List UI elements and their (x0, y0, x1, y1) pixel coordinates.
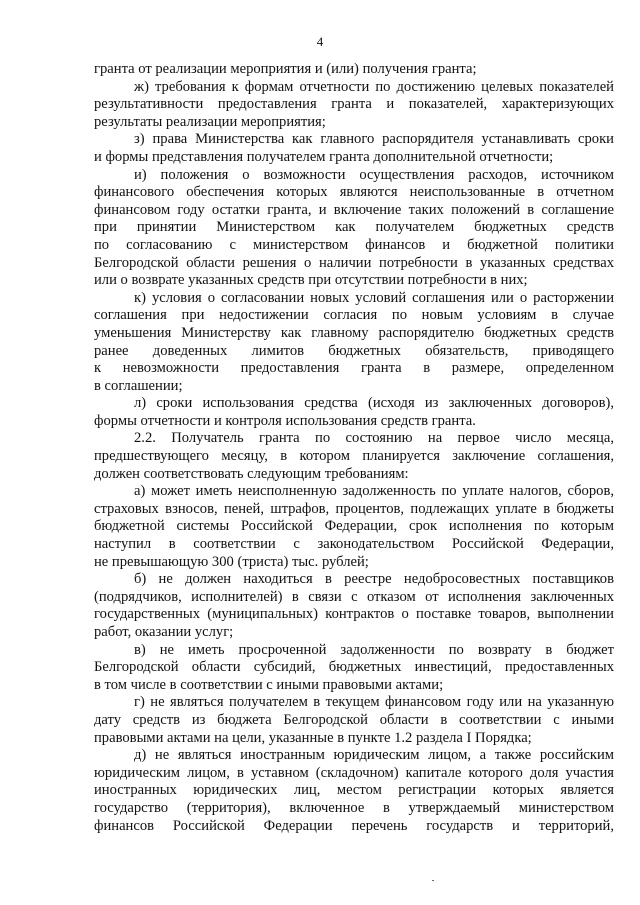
text-line: з) права Министерства как главного распорядителя устанавливать сроки (134, 131, 614, 148)
text-line: к) условия о согласовании новых условий соглашения или о расторжении (134, 289, 614, 306)
text-line: Белгородской области субсидий, бюджетных инвестиций, предоставленных (94, 659, 614, 676)
text-line: государственных (муниципальных) контрактов о поставке товаров, выполнении (94, 606, 614, 623)
text-line: по согласованию с министерством финансов и бюджетной политики (94, 236, 614, 253)
page-number: 4 (316, 34, 324, 49)
text-line: к невозможности предоставления гранта в размере, определенном (94, 360, 614, 377)
text-line: б) не должен находиться в реестре недобросовестных поставщиков (134, 571, 614, 588)
text-line: формы отчетности и контроля использования средств гранта. (94, 412, 476, 429)
text-line: работ, оказании услуг; (94, 624, 234, 640)
text-line: юридическим лицом, в уставном (складочном) капитале которого доля участия (94, 764, 614, 781)
text-line: результаты реализации мероприятия; (94, 113, 326, 130)
text-line: финансов Российской Федерации перечень государств и территорий, (94, 817, 614, 834)
scan-speck (432, 880, 434, 881)
text-line: не превышающую 300 (триста) тыс. рублей; (94, 553, 369, 570)
text-line: при принятии Министерством как получателем бюджетных средств (94, 219, 614, 236)
text-line: предшествующего месяцу, в котором планируется заключение соглашения, (94, 448, 614, 465)
text-line: иностранных юридических лиц, местом регистрации которых является (94, 782, 614, 799)
text-line: наступил в соответствии с законодательством Российской Федерации, (94, 536, 614, 553)
text-line: правовыми актами на цели, указанные в пункте 1.2 раздела I Порядка; (94, 729, 532, 746)
text-line: (подрядчиков, исполнителей) в связи с отказом от исполнения заключенных (94, 588, 614, 605)
text-line: а) может иметь неисполненную задолженность по уплате налогов, сборов, (134, 483, 614, 500)
text-line: дату средств из бюджета Белгородской области в соответствии с иными (94, 711, 614, 728)
text-line: страховых взносов, пеней, штрафов, процентов, подлежащих уплате в бюджеты (94, 500, 614, 517)
text-line: гранта от реализации мероприятия и (или) получения гранта; (94, 61, 477, 77)
document-body-text (94, 61, 614, 835)
text-line: г) не являться получателем в текущем финансовом году или на указанную (134, 694, 614, 711)
text-line: д) не являться иностранным юридическим лицом, а также российским (134, 747, 614, 764)
text-line: и формы представления получателем гранта дополнительной отчетности; (94, 148, 554, 165)
text-line: государство (территория), включенное в утверждаемый министерством (94, 799, 614, 816)
text-line: результативности предоставления гранта и показателей, характеризующих (94, 96, 614, 113)
text-line: 2.2. Получатель гранта по состоянию на первое число месяца, (134, 430, 614, 447)
text-line: соглашения при недостижении согласия по новым условиям в случае (94, 307, 614, 324)
text-line: л) сроки использования средства (исходя из заключенных договоров), (134, 395, 614, 412)
text-line: ж) требования к формам отчетности по достижению целевых показателей (134, 78, 614, 95)
text-line: финансовом году остатки гранта, и включение таких положений в соглашение (94, 201, 614, 218)
text-line: в соглашении; (94, 377, 183, 394)
text-line: должен соответствовать следующим требованиям: (94, 465, 409, 482)
text-line: уменьшения Министерству как главному распорядителю бюджетных средств (94, 324, 614, 341)
text-line: в) не иметь просроченной задолженности по возврату в бюджет (134, 641, 614, 658)
text-line: Белгородской области решения о наличии потребности в указанных средствах (94, 254, 614, 271)
text-line: в том числе в соответствии с иными правовыми актами; (94, 676, 444, 693)
text-line: бюджетной системы Российской Федерации, срок исполнения по которым (94, 518, 614, 535)
text-line: или о возврате указанных средств при отсутствии потребности в них; (94, 272, 528, 289)
text-line: и) положения о возможности осуществления расходов, источником (134, 166, 614, 183)
text-line: ранее доведенных лимитов бюджетных обязательств, приводящего (94, 342, 614, 359)
text-line: финансового обеспечения которых являются неиспользованные в отчетном (94, 184, 614, 201)
